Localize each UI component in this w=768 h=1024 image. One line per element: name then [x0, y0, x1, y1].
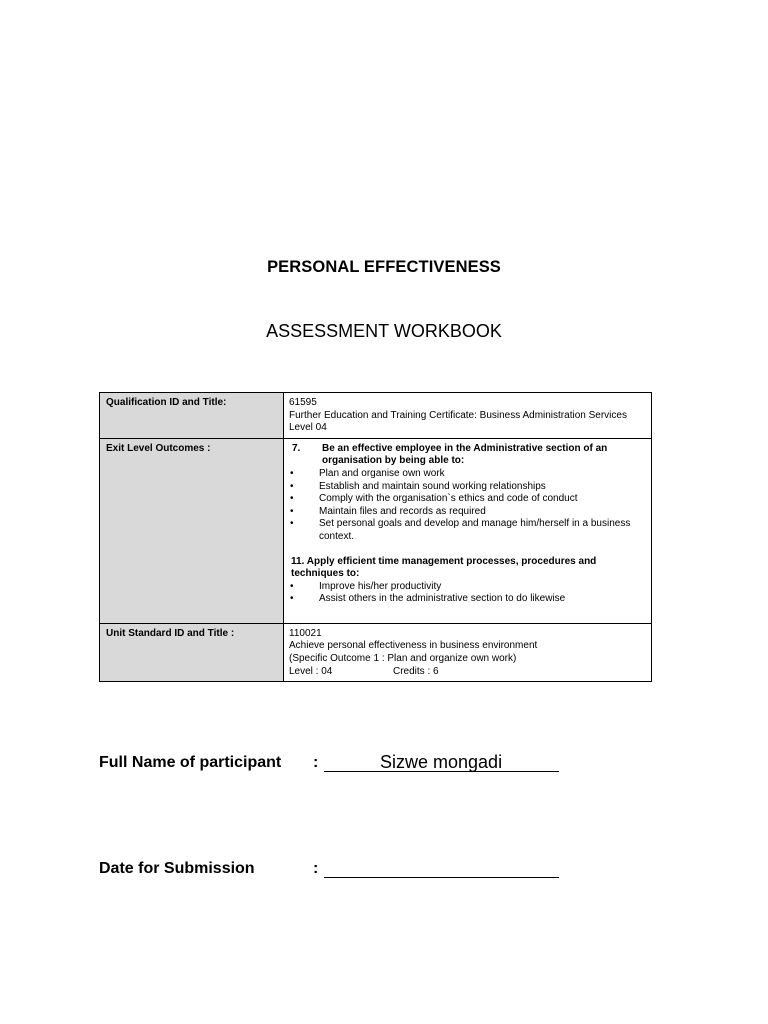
participant-name-value: Sizwe mongadi	[380, 752, 503, 772]
list-item: • Set personal goals and develop and manage him/herself in a business context.	[290, 518, 631, 542]
table-row-qualification	[100, 393, 652, 439]
unit-standard-label: Unit Standard ID and Title :	[100, 623, 284, 681]
submission-date-colon: :	[313, 860, 319, 877]
unit-standard-id: 110021	[289, 627, 322, 639]
specific-outcome: (Specific Outcome 1 : Plan and organize own work)	[289, 652, 517, 664]
table-row-exit-outcomes	[100, 438, 652, 623]
document-title: PERSONAL EFFECTIVENESS	[267, 258, 501, 276]
participant-name-colon: :	[313, 754, 319, 771]
unit-standard-value	[284, 623, 652, 681]
bullet-icon: •	[290, 518, 294, 530]
level-text: Level : 04	[289, 665, 333, 677]
list-item: • Establish and maintain sound working relationships	[290, 480, 546, 492]
outcome-7-text: Be an effective employee in the Administrative section of an organisation by being able to:	[322, 442, 608, 467]
qualification-id: 61595	[289, 397, 317, 408]
outcome-7-number: 7.	[292, 442, 301, 454]
qualification-table	[99, 392, 652, 682]
list-item: • Comply with the organisation`s ethics and code of conduct	[290, 493, 578, 505]
list-item: • Maintain files and records as required	[290, 505, 486, 517]
participant-name-label: Full Name of participant	[99, 754, 282, 771]
submission-date-label: Date for Submission	[99, 860, 255, 877]
credits-text: Credits : 6	[393, 665, 439, 677]
list-item: • Assist others in the administrative section to do likewise	[290, 593, 566, 605]
list-item: • Improve his/her productivity	[290, 580, 442, 592]
qualification-label: Qualification ID and Title:	[100, 393, 284, 439]
exit-outcomes-label: Exit Level Outcomes :	[100, 438, 284, 623]
table-row-unit-standard	[100, 623, 652, 681]
bullet-icon: •	[290, 493, 294, 505]
bullet-icon: •	[290, 593, 294, 605]
outcome-11-list	[289, 581, 646, 606]
outcome-11-heading: 11. Apply efficient time management processes, procedures and techniques to:	[291, 555, 597, 580]
qualification-value	[284, 393, 652, 439]
unit-standard-title: Achieve personal effectiveness in business environment	[289, 640, 538, 652]
bullet-icon: •	[290, 505, 294, 517]
submission-date-field[interactable]	[324, 858, 559, 878]
qualification-title: Further Education and Training Certificate: Business Administration Services Level 04	[289, 409, 627, 434]
outcome-7-heading	[289, 443, 646, 468]
bullet-icon: •	[290, 480, 294, 492]
outcome-7-list	[289, 468, 646, 544]
document-subtitle: ASSESSMENT WORKBOOK	[266, 321, 502, 341]
level-credits	[289, 666, 646, 679]
exit-outcomes-value	[284, 438, 652, 623]
bullet-icon: •	[290, 467, 294, 479]
bullet-icon: •	[290, 580, 294, 592]
list-item: • Plan and organise own work	[290, 467, 445, 479]
